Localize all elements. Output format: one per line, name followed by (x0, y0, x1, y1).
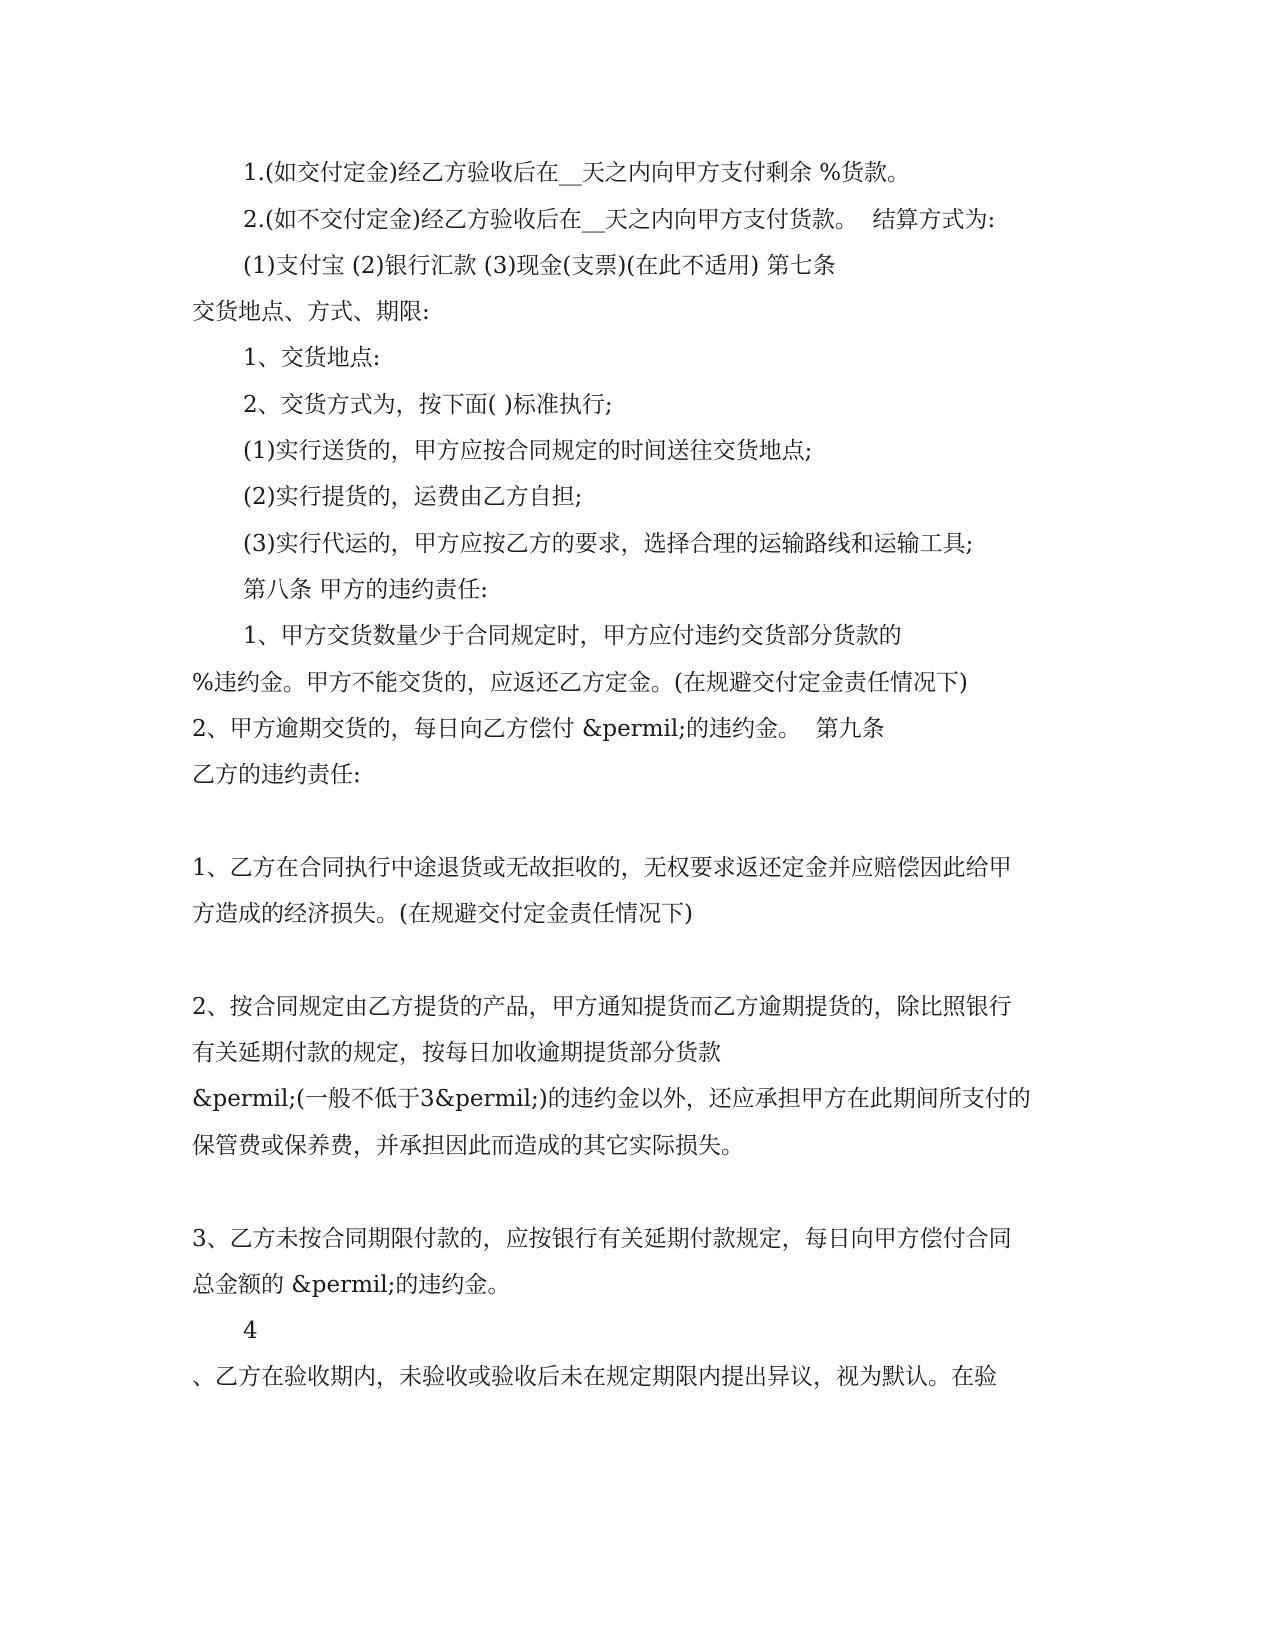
text-line: 总金额的 &permil;的违约金。 (192, 1272, 511, 1298)
text-line: (1)实行送货的，甲方应按合同规定的时间送往交货地点; (243, 438, 813, 464)
text-line: 4 (243, 1318, 258, 1344)
text-line: 1、甲方交货数量少于合同规定时，甲方应付违约交货部分货款的 (243, 623, 902, 649)
text-line: 方造成的经济损失。(在规避交付定金责任情况下) (192, 901, 693, 927)
text-line: 2、甲方逾期交货的，每日向乙方偿付 &permil;的违约金。 第九条 (192, 716, 885, 742)
text-line: 、乙方在验收期内，未验收或验收后未在规定期限内提出异议，视为默认。在验 (192, 1364, 997, 1390)
text-line: 乙方的违约责任: (192, 762, 361, 788)
text-line: 3、乙方未按合同期限付款的，应按银行有关延期付款规定，每日向甲方偿付合同 (192, 1226, 1012, 1252)
text-line: 交货地点、方式、期限: (192, 299, 430, 325)
text-line: 2、交货方式为，按下面( )标准执行; (243, 392, 613, 418)
text-line: 1、乙方在合同执行中途退货或无故拒收的，无权要求返还定金并应赔偿因此给甲 (192, 855, 1012, 881)
text-line: 第八条 甲方的违约责任: (243, 577, 489, 603)
text-line: 2.(如不交付定金)经乙方验收后在__天之内向甲方支付货款。 结算方式为: (243, 207, 996, 233)
text-line: 1.(如交付定金)经乙方验收后在__天之内向甲方支付剩余 %货款。 (243, 160, 911, 186)
text-line: (3)实行代运的，甲方应按乙方的要求，选择合理的运输路线和运输工具; (243, 531, 974, 557)
text-line: %违约金。甲方不能交货的，应返还乙方定金。(在规避交付定金责任情况下) (192, 670, 968, 696)
text-line: (1)支付宝 (2)银行汇款 (3)现金(支票)(在此不适用) 第七条 (243, 253, 836, 279)
text-line: 2、按合同规定由乙方提货的产品，甲方通知提货而乙方逾期提货的，除比照银行 (192, 994, 1012, 1020)
text-line: 保管费或保养费，并承担因此而造成的其它实际损失。 (192, 1133, 744, 1159)
text-line: &permil;(一般不低于3&permil;)的违约金以外，还应承担甲方在此期间所支付的 (192, 1086, 1031, 1112)
text-line: 有关延期付款的规定，按每日加收逾期提货部分货款 (192, 1040, 721, 1066)
text-line: (2)实行提货的，运费由乙方自担; (243, 484, 583, 510)
text-line: 1、交货地点: (243, 345, 381, 371)
